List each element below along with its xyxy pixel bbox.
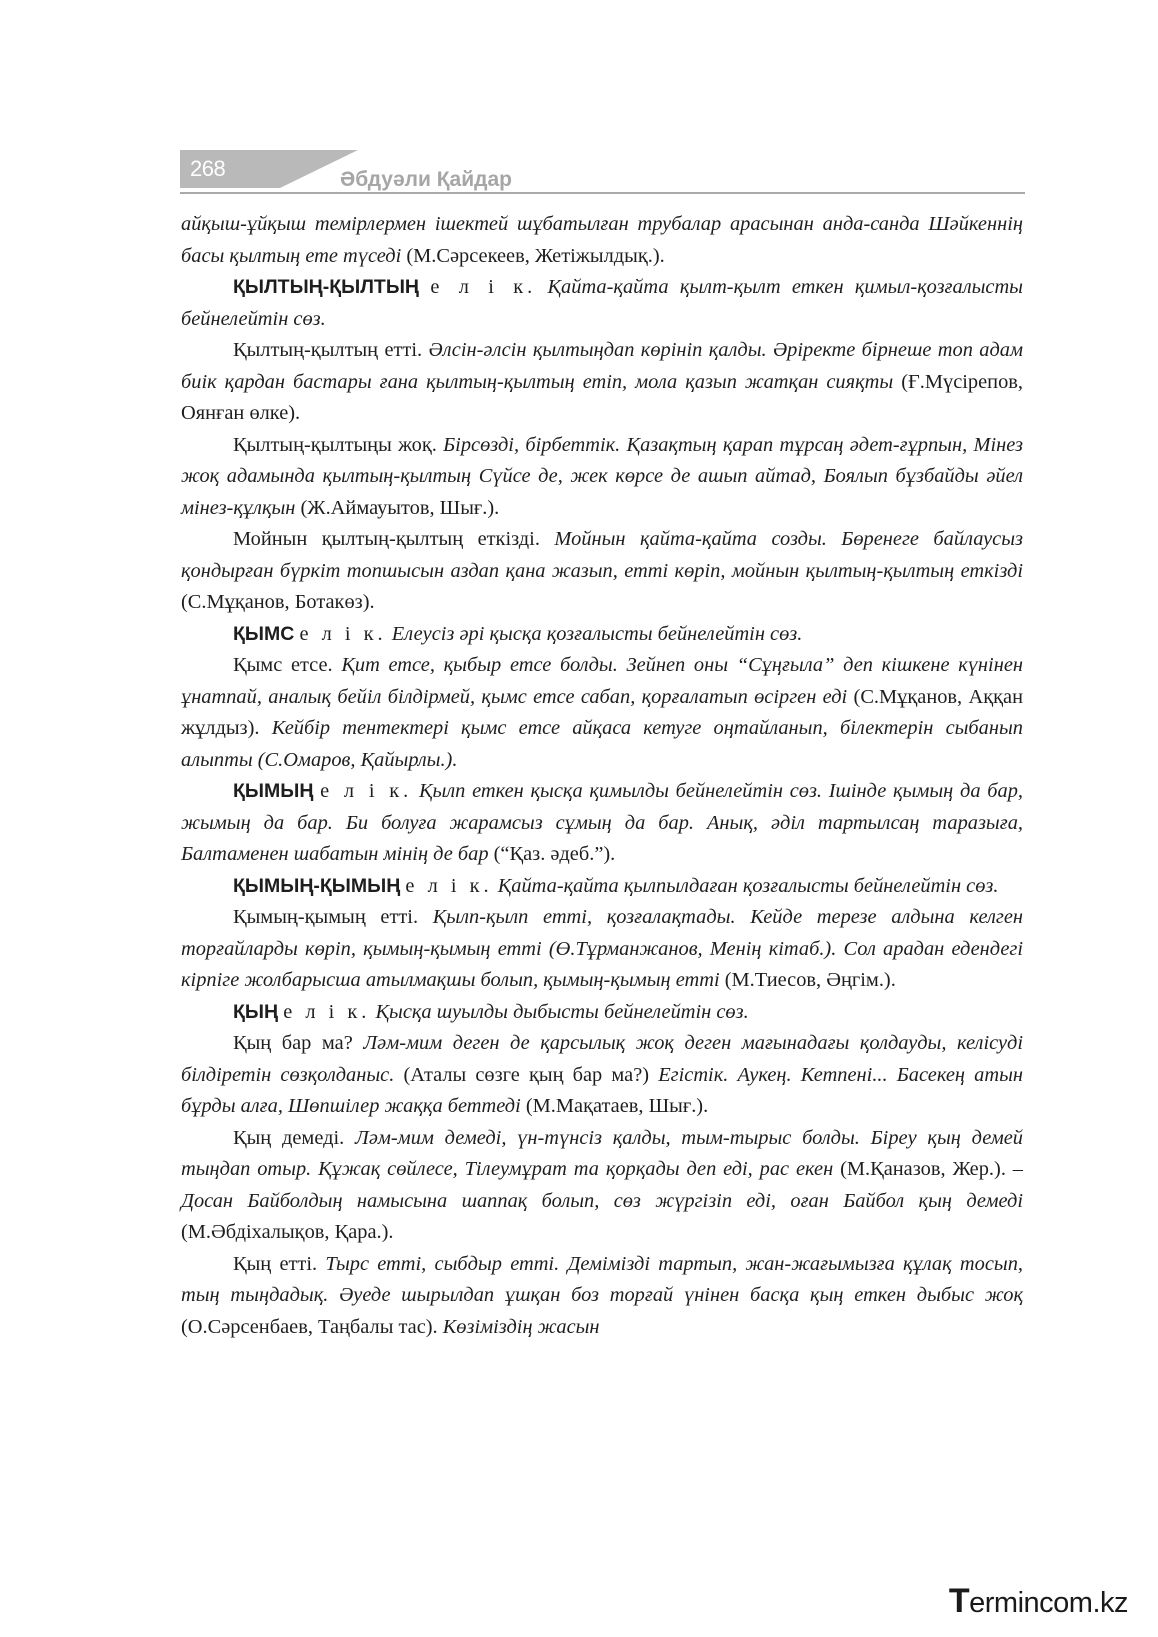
dictionary-entry [181, 871, 1023, 903]
italic-text: Қысқа шуылды дыбысты бейнелейтін сөз. [370, 1000, 749, 1023]
dictionary-entry [181, 272, 1023, 335]
italic-text: Қылп еткен қысқа қимылды бейнелейтін сөз. Ішінде қымың да бар, жымың да бар. Би болуға жарамсыз сұмың да бар. Анық, әділ тартылсаң таразыға, Балтаменен шабатын мінің де бар [181, 780, 1023, 865]
part-of-speech: е л і к. [299, 622, 387, 645]
italic-text: Бірсөзді, бірбеттік. Қазақтың қарап тұрсаң әдет-ғұрпын, Мінез жоқ адамында қылтың-қылтың Сүйсе де, жек көрсе де ашып айтад, Боялып бұзбайды әйел мінез-құлқын [181, 433, 1023, 519]
text-run: (С.Мұқанов, Аққан жұлдыз). [181, 685, 1023, 739]
text-run: (Ғ.Мүсірепов, Оянған өлке). [181, 370, 1023, 424]
paragraph [181, 524, 1023, 619]
headword: ҚЫМС [233, 622, 295, 645]
italic-text: – Досан Байболдың намысына шаппақ болып, сөз жүргізіп еді, оған Байбол қың демеді [181, 1158, 1023, 1212]
part-of-speech: е л і к. [320, 780, 413, 802]
paragraph [181, 902, 1023, 997]
dictionary-body [181, 209, 1023, 1343]
text-run [419, 276, 430, 298]
italic-text: Ләм-мим деген де қарсылық жоқ деген мағынадағы қолдауды, келісуді білдіретін сөзқолданыс. [181, 1032, 1023, 1086]
watermark-initial: T [948, 1582, 970, 1620]
paragraph [181, 1249, 1023, 1344]
text-run: (“Қаз. әдеб.”). [488, 843, 616, 865]
paragraph [181, 650, 1023, 776]
italic-text: Көзіміздің жасын [442, 1315, 600, 1338]
headword: ҚЫҢ [233, 1000, 279, 1023]
dictionary-entry [181, 997, 1023, 1029]
italic-text: Кейбір тентектері қымс етсе айқаса кетуге оңтайланып, білектерін сыбанып алыпты (С.Омаров, Қайырлы.). [181, 717, 1023, 771]
text-run: Қың етті. [233, 1252, 326, 1275]
site-watermark [949, 1582, 1128, 1621]
text-run: (М.Тиесов, Әңгім.). [719, 969, 896, 991]
italic-text: Тырс етті, сыбдыр етті. Демімізді тартып, жан-жағымызға құлақ тосып, тың тыңдадық. Әуеде шырылдап ұшқан боз торғай үнінен басқа қың еткен дыбыс жоқ [181, 1252, 1023, 1306]
text-run: Қымс етсе. [233, 654, 342, 676]
text-run: (М.Әбдіхалықов, Қара.). [181, 1221, 394, 1243]
text-run: (Ж.Аймауытов, Шығ.). [295, 496, 500, 519]
text-run: (М.Қаназов, Жер.). [833, 1158, 1013, 1180]
headword: ҚЫМЫҢ [233, 780, 314, 802]
headword: ҚЫЛТЫҢ-ҚЫЛТЫҢ [233, 276, 420, 298]
italic-text: Қайта-қайта қылт-қылт еткен қимыл-қозғалысты бейнелейтін сөз. [181, 276, 1023, 330]
paragraph [181, 430, 1023, 525]
text-run: Қың демеді. [233, 1126, 356, 1149]
paragraph [181, 335, 1023, 430]
text-run: Мойнын қылтың-қылтың еткізді. [233, 528, 555, 550]
page-header [180, 150, 1025, 195]
part-of-speech: е л і к. [405, 874, 493, 897]
page-number: 268 [190, 156, 226, 181]
headword: ҚЫМЫҢ-ҚЫМЫҢ [233, 874, 401, 897]
paragraph [181, 1028, 1023, 1123]
italic-text: Ләм-мим демеді, үн-түнсіз қалды, тым-тырыс болды. Біреу қың демей тыңдап отыр. Құжақ сөйлесе, Тілеумұрат та қорқады деп еді, рас екен [181, 1126, 1024, 1180]
italic-text: айқыш-ұйқыш темірлермен ішектей шұбатылған трубалар арасынан анда-санда Шәйкеннің басы қылтың ете түседі [181, 213, 1023, 267]
text-run: (М.Сәрсекеев, Жетіжылдық.). [401, 244, 665, 267]
text-run: Қылтың-қылтың етті. [233, 339, 429, 361]
part-of-speech: е л і к. [283, 1000, 371, 1023]
text-run: Қылтың-қылтыңы жоқ. [233, 433, 444, 456]
text-run: Қың бар ма? [233, 1032, 364, 1054]
italic-text: Елеусіз әрі қысқа қозғалысты бейнелейтін сөз. [386, 622, 803, 645]
page-number-tab [180, 150, 280, 188]
text-run: (О.Сәрсенбаев, Таңбалы тас). [181, 1315, 443, 1338]
running-title: Әбдуәли Қайдар [340, 168, 512, 191]
part-of-speech: е л і к. [430, 276, 537, 298]
header-rule [180, 192, 1025, 194]
paragraph [181, 1123, 1023, 1249]
italic-text: Әлсін-әлсін қылтыңдап көрініп қалды. Әріректе бірнеше топ адам биік қардан бастары ғана қылтың-қылтың етіп, мола қазып жатқан сияқты [181, 339, 1023, 393]
dictionary-entry [181, 776, 1023, 871]
text-run: (С.Мұқанов, Ботакөз). [181, 591, 375, 613]
text-run: Қымың-қымың етті. [233, 906, 433, 928]
text-run: (М.Мақатаев, Шығ.). [520, 1095, 709, 1117]
italic-text: Қит етсе, қыбыр етсе болды. Зейнеп оны “Сұңғыла” деп кішкене күнінен ұнатпай, аналық бейіл білдірмей, қымс етсе сабап, қорғалатып өсірген еді [181, 654, 1023, 708]
italic-text: Мойнын қайта-қайта созды. Бөренеге байлаусыз қондырған бүркіт топшысын аздап қана жазып, етті көріп, мойнын қылтың-қылтың еткізді [181, 528, 1023, 582]
italic-text: Қайта-қайта қылпылдаған қозғалысты бейнелейтін сөз. [492, 874, 999, 897]
text-run: (Аталы сөзге қың бар ма?) [394, 1063, 659, 1086]
italic-text: Егістік. Аукең. Кетпені... Басекең атын бұрды алға, Шөпшілер жаққа беттеді [181, 1063, 1024, 1117]
paragraph [181, 209, 1023, 272]
dictionary-entry [181, 619, 1023, 651]
watermark-text: ermincom.kz [969, 1587, 1128, 1619]
italic-text: Қылп-қылп етті, қозғалақтады. Кейде терезе алдына келген торғайларды көріп, қымың-қымың етті (Ө.Тұрманжанов, Менің кітаб.). Сол арадан едендегі кірпіге жолбарысша атылмақшы болып, қымың-қымың етті [181, 906, 1023, 991]
